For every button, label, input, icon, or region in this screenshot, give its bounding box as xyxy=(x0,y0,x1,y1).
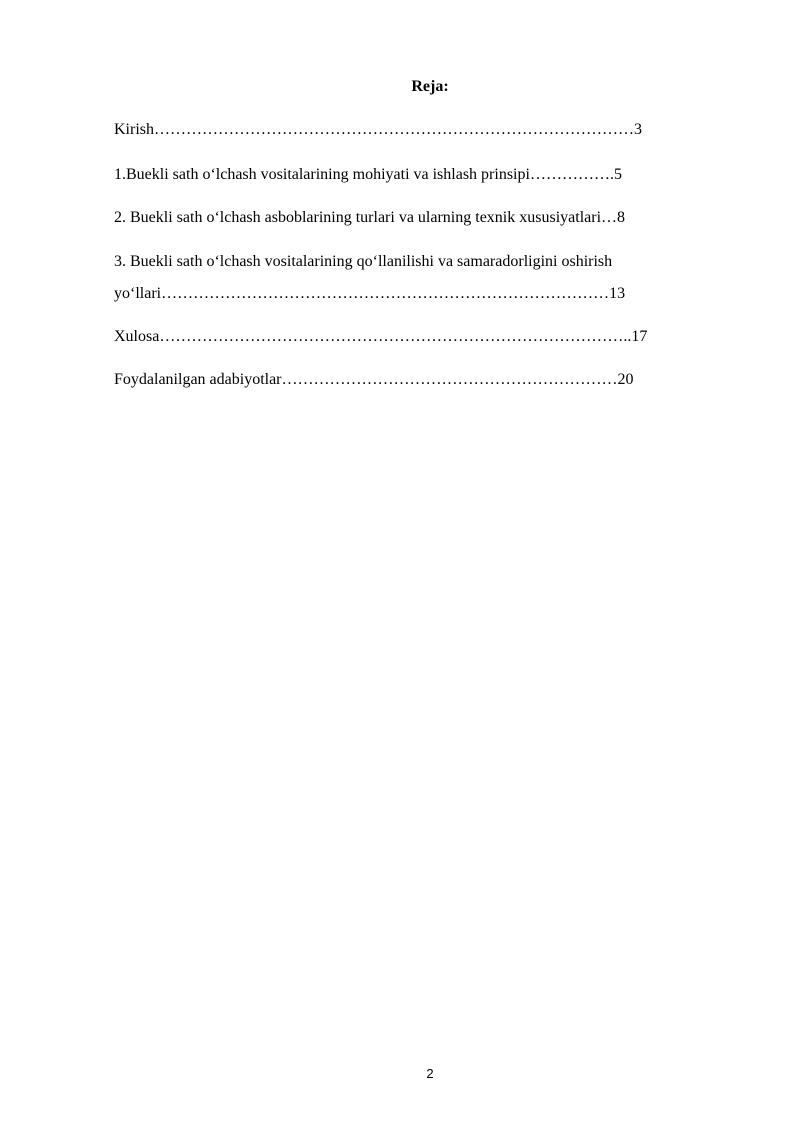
toc-entry-section-1: 1.Buekli sath oʻlchash vositalarining mohiyati va ishlash prinsipi…………….5 xyxy=(114,166,622,183)
toc-title: Reja: xyxy=(411,78,449,95)
toc-entry-kirish: Kirish………………………………………………………………………………3 xyxy=(114,121,642,138)
toc-entry-section-3: 3. Buekli sath oʻlchash vositalarining qoʻllanilishi va samaradorligini oshirish xyxy=(114,253,613,270)
toc-entry-section-2: 2. Buekli sath oʻlchash asboblarining turlari va ularning texnik xususiyatlari…8 xyxy=(114,209,626,226)
toc-entry-xulosa: Xulosa……………………………………………………………………………..17 xyxy=(114,328,648,345)
page-number: 2 xyxy=(426,1066,434,1081)
toc-entry-section-3-continued: yoʻllari…………………………………………………………………………13 xyxy=(114,285,626,302)
toc-entry-adabiyotlar: Foydalanilgan adabiyotlar………………………………………………………20 xyxy=(114,371,634,388)
